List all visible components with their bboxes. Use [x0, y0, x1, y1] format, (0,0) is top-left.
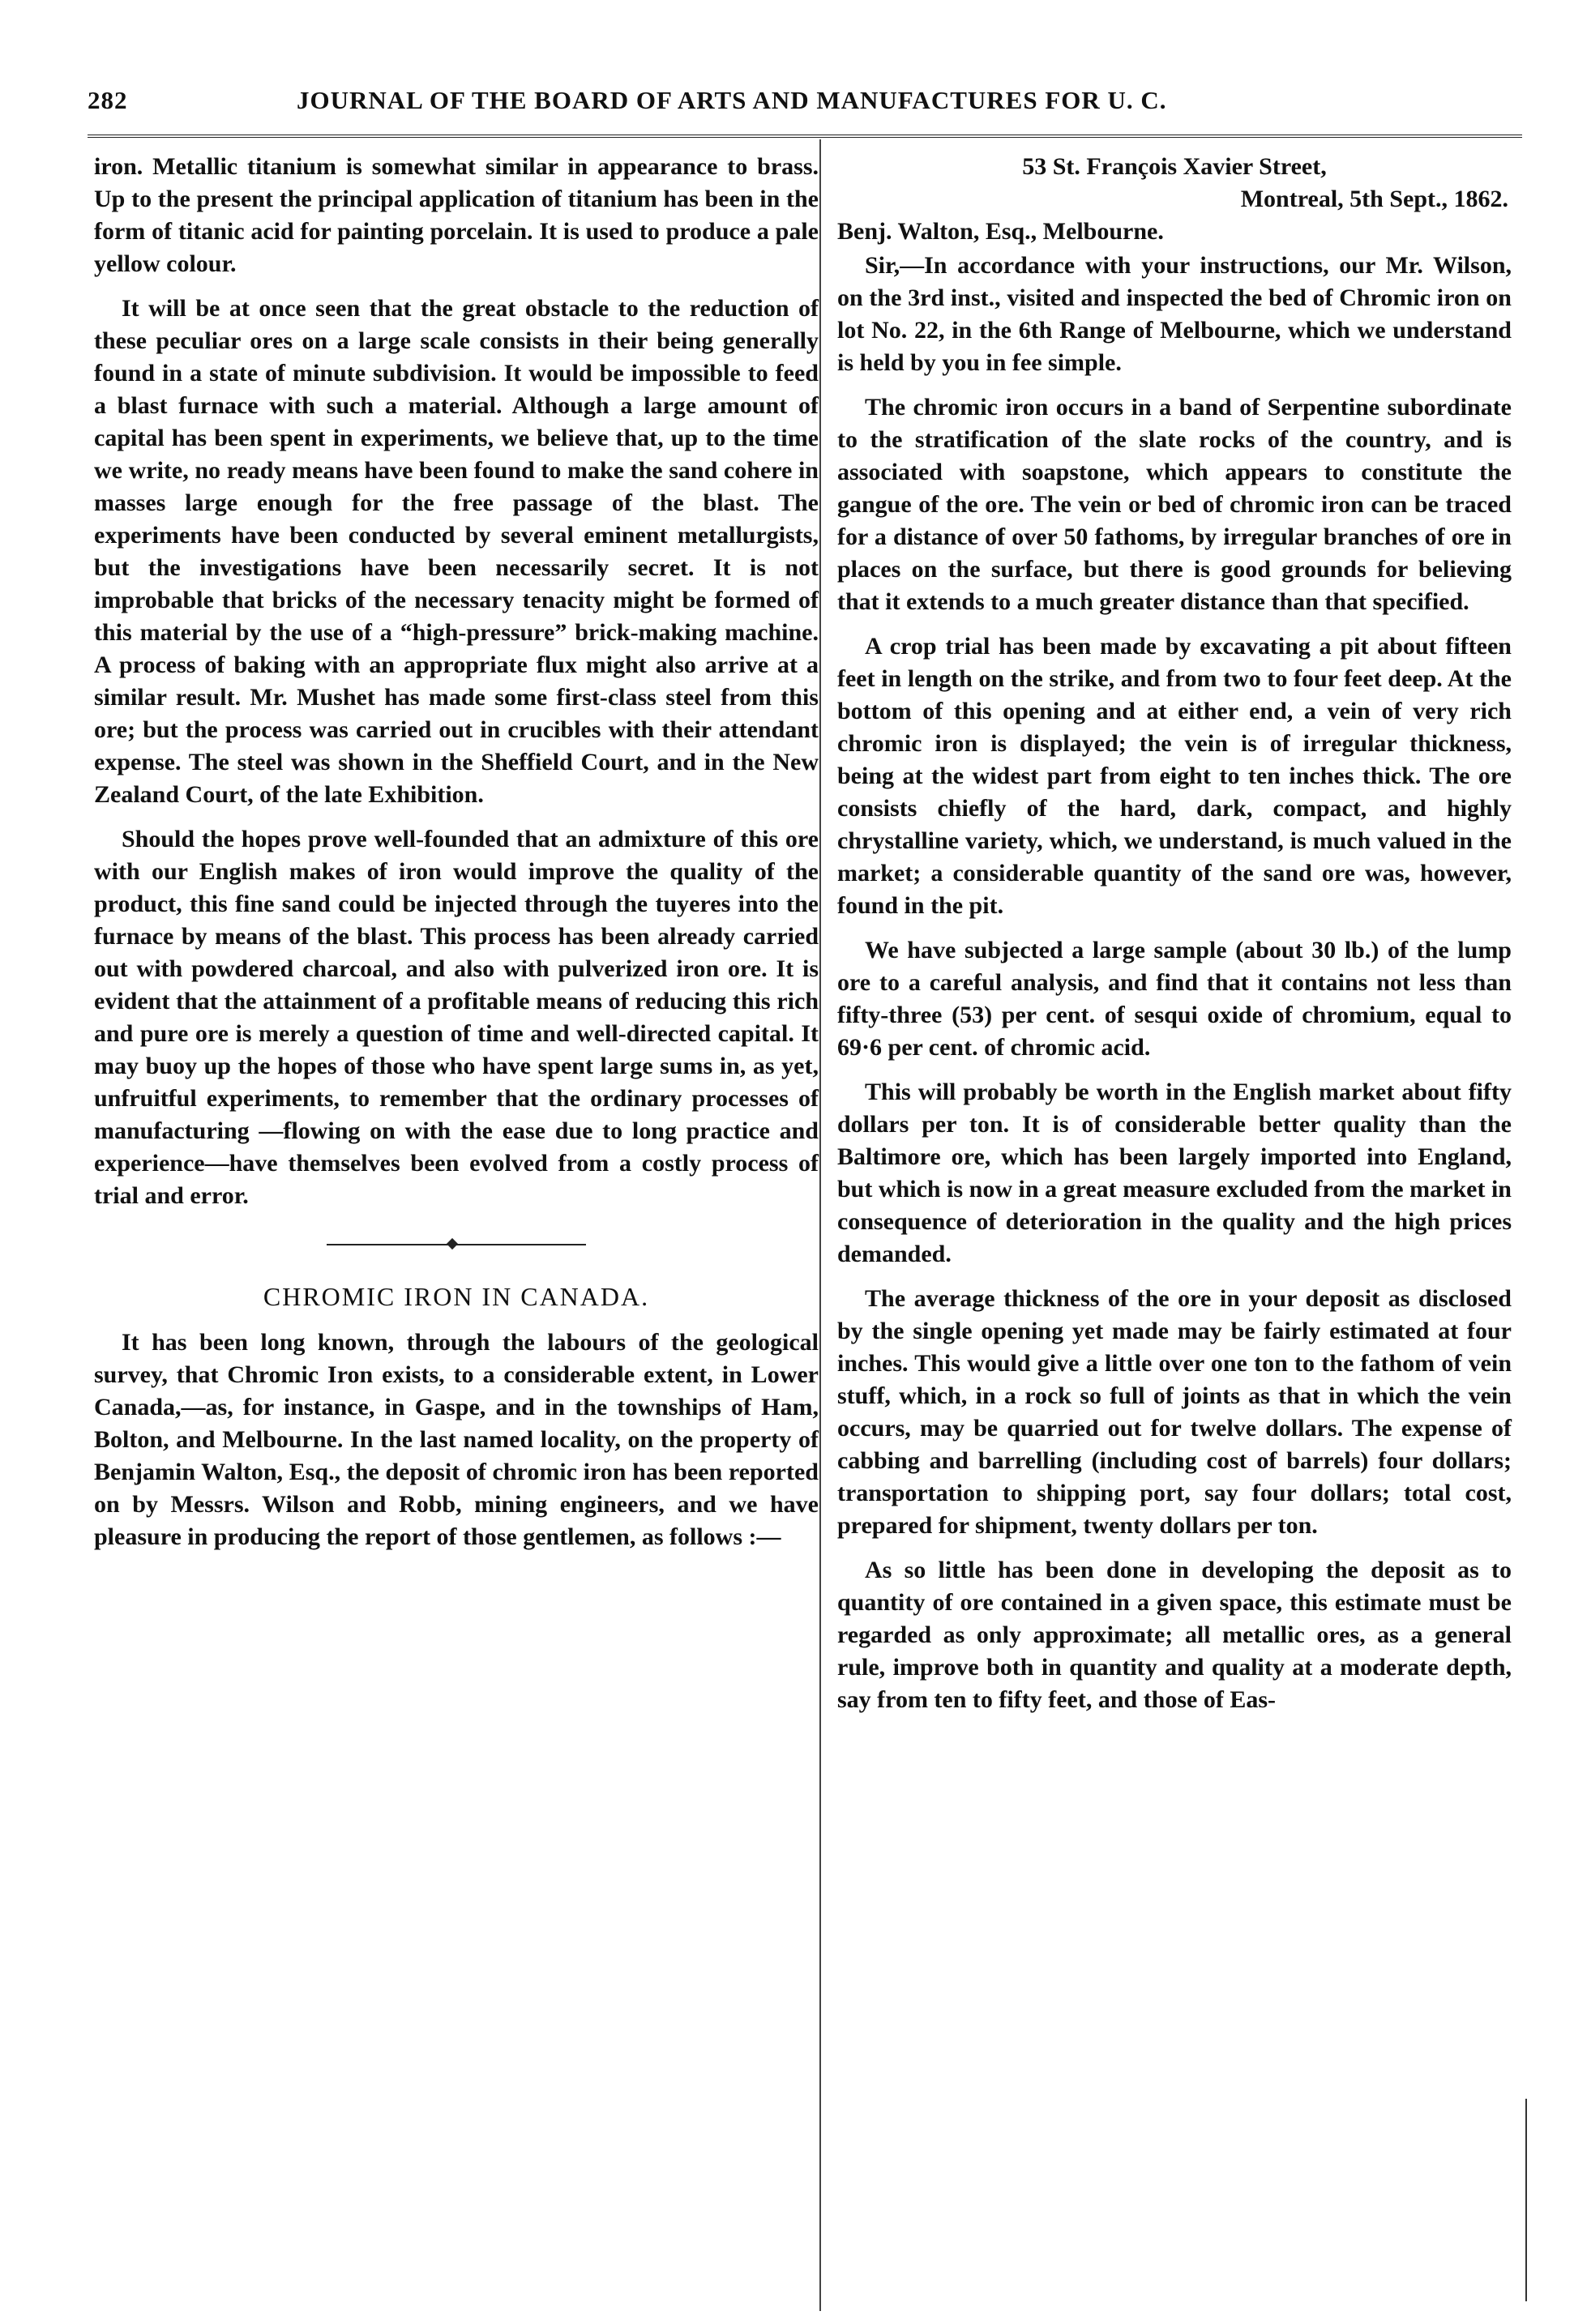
section-divider	[327, 1240, 586, 1250]
paragraph: It has been long known, through the labours of the geological survey, that Chromic Iron exists, to a considerable extent, in Lower Canada,—as, for instance, in Gaspe, and in the townships of Ham, Bolton, and Melbourne. In the last named locality, on the property of Benjamin Walton, Esq., the deposit of chromic iron has been reported on by Messrs. Wilson and Robb, mining engineers, and we have pleasure in producing the report of those gentlemen, as follows :—	[94, 1329, 819, 1550]
paragraph: iron. Metallic titanium is somewhat similar in appearance to brass. Up to the present the principal application of titanium has been in the form of titanic acid for painting porcelain. It is used to produce a pale yellow colour.	[94, 153, 819, 277]
paragraph: The average thickness of the ore in your deposit as disclosed by the single opening yet made may be fairly estimated at four inches. This would give a little over one ton to the fathom of vein stuff, which, in a rock so full of joints as that in which the vein occurs, may be quarried out for twelve dollars. The expense of cabbing and barrelling (including cost of barrels) four dollars; transportation to shipping port, say four dollars; total cost, prepared for shipment, twenty dollars per ton.	[837, 1285, 1512, 1539]
paragraph: Sir,—In accordance with your instructions, our Mr. Wilson, on the 3rd inst., visited and inspected the bed of Chromic iron on lot No. 22, in the 6th Range of Melbourne, which we understand is held by you in fee simple.	[837, 252, 1512, 376]
header-rule	[88, 135, 1522, 138]
paragraph: This will probably be worth in the English market about fifty dollars per ton. It is of considerable better quality than the Baltimore ore, which has been largely imported into England, but which is now in a great measure excluded from the market in consequence of deterioration in the quality and the high prices demanded.	[837, 1079, 1512, 1267]
paragraph: Should the hopes prove well-founded that an admixture of this ore with our English makes of iron would improve the quality of the product, this fine sand could be injected through the tuyeres into the furnace by means of the blast. This process has been already carried out with powdered charcoal, and also with pulverized iron ore. It is evident that the attainment of a profitable means of reducing this rich and pure ore is merely a question of time and well-directed capital. It may buoy up the hopes of those who have spent large sums in, as yet, unfruitful experiments, to remember that the ordinary processes of manufacturing —flowing on with the ease due to long practice and experience—have themselves been evolved from a costly process of trial and error.	[94, 826, 819, 1209]
column-divider	[819, 139, 821, 2311]
page-number: 282	[88, 86, 128, 114]
letter-address-street: 53 St. François Xavier Street,	[1022, 153, 1327, 180]
running-head: JOURNAL OF THE BOARD OF ARTS AND MANUFACTURES FOR U. C.	[297, 86, 1167, 114]
paragraph: It will be at once seen that the great obstacle to the reduction of these peculiar ores on a large scale consists in their being generally found in a state of minute subdivision. It would be impossible to feed a blast furnace with such a material. Although a large amount of capital has been spent in experiments, we believe that, up to the time we write, no ready means have been found to make the sand cohere in masses large enough for the free passage of the blast. The experiments have been conducted by several eminent metallurgists, but the investigations have been necessarily secret. It is not improbable that bricks of the necessary tenacity might be formed of this material by the use of a “high-pressure” brick-making machine. A process of baking with an appropriate flux might also arrive at a similar result. Mr. Mushet has made some first-class steel from this ore; but the process was carried out in crucibles with their attendant expense. The steel was shown in the Sheffield Court, and in the New Zealand Court, of the late Exhibition.	[94, 295, 819, 808]
letter-addressee: Benj. Walton, Esq., Melbourne.	[837, 218, 1164, 245]
page-edge-mark	[1525, 2099, 1527, 2301]
section-title: CHROMIC IRON IN CANADA.	[263, 1282, 650, 1311]
paragraph: As so little has been done in developing the deposit as to quantity of ore contained in a given space, this estimate must be regarded as only approximate; all metallic ores, as a general rule, improve both in quantity and quality at a moderate depth, say from ten to fifty feet, and those of Eas-	[837, 1557, 1512, 1713]
right-column	[837, 151, 1512, 1728]
letter-address-date: Montreal, 5th Sept., 1862.	[1240, 186, 1508, 212]
divider-ornament	[447, 1238, 458, 1250]
paragraph: We have subjected a large sample (about 30 lb.) of the lump ore to a careful analysis, and find that it contains not less than fifty-three (53) per cent. of sesqui oxide of chromium, equal to 69·6 per cent. of chromic acid.	[837, 937, 1512, 1061]
paragraph: The chromic iron occurs in a band of Serpentine subordinate to the stratification of the slate rocks of the country, and is associated with soapstone, which appears to constitute the gangue of the ore. The vein or bed of chromic iron can be traced for a distance of over 50 fathoms, by irregular branches of ore in places on the surface, but there is good grounds for believing that it extends to a much greater distance than that specified.	[837, 394, 1512, 615]
left-column	[94, 151, 819, 1566]
paragraph: A crop trial has been made by excavating a pit about fifteen feet in length on the strike, and from two to four feet deep. At the bottom of this opening and at either end, a vein of very rich chromic iron is displayed; the vein is of irregular thickness, being at the widest part from eight to ten inches thick. The ore consists chiefly of the hard, dark, compact, and highly chrystalline variety, which, we understand, is much valued in the market; a considerable quantity of the sand ore was, however, found in the pit.	[837, 633, 1512, 919]
page-header	[88, 86, 1522, 128]
